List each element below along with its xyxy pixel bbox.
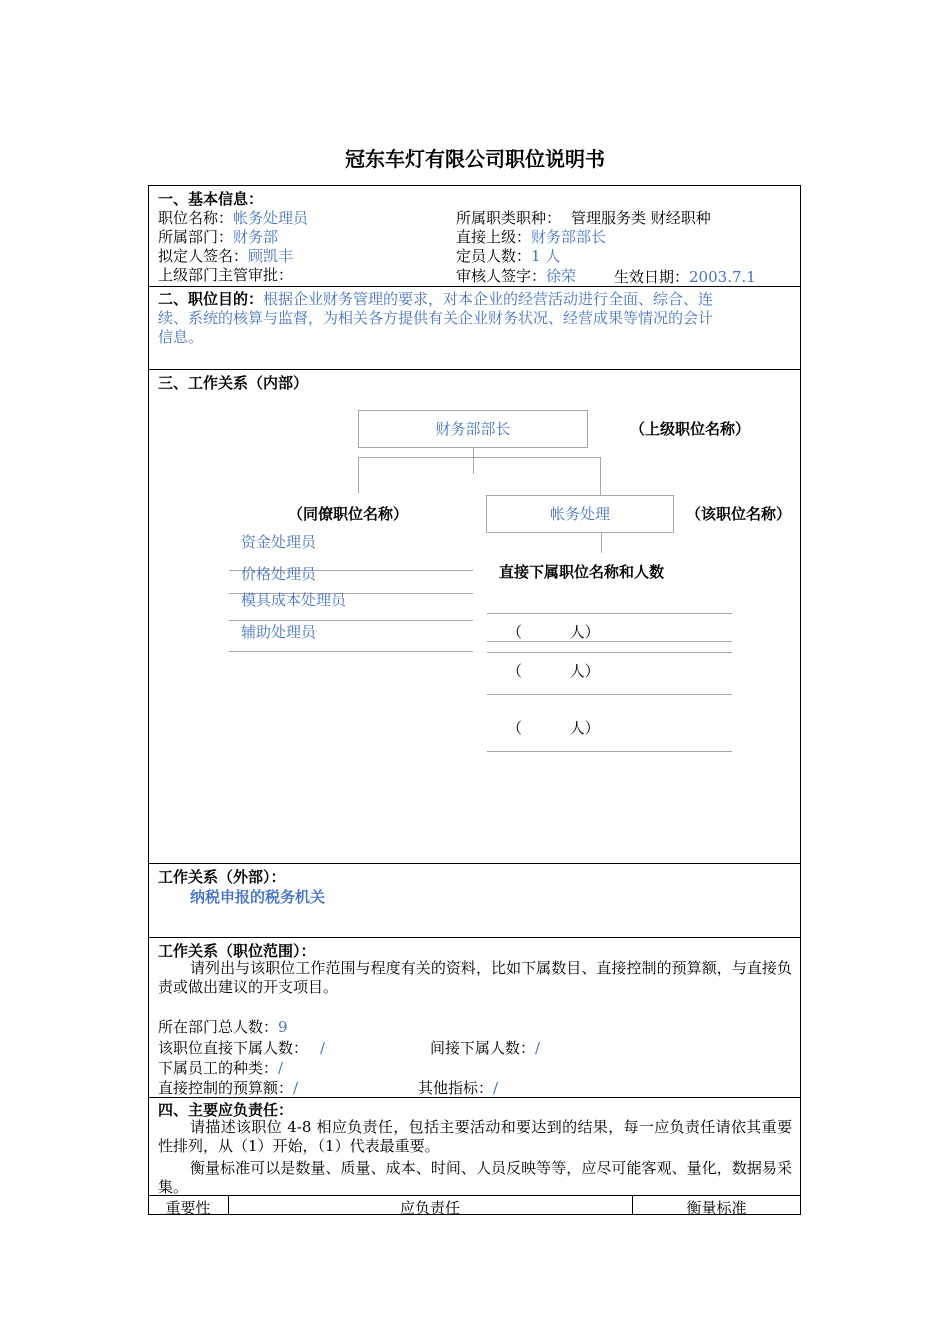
subordinate-line [487,652,732,653]
effective-row [614,266,756,287]
duties-paragraph-2: 衡量标准可以是数量、质量、成本、时间、人员反映等等，应尽可能客观、量化，数据易采集。 [158,1159,792,1196]
connector [358,457,600,458]
effective-label: 生效日期： [614,268,690,286]
peer-caption: （同僚职位名称） [288,505,409,523]
reviewer-label: 审核人签字： [456,267,547,285]
purpose-text-3: 信息。 [158,328,204,346]
purpose-text-2: 续、系统的核算与监督，为相关各方提供有关企业财务状况、经营成果等情况的会计 [158,309,714,327]
sub-types-label: 下属员工的种类： [158,1059,279,1077]
direct-sub-label: 该职位直接下属人数： [158,1039,309,1057]
budget-row [158,1077,298,1098]
subordinate-line [487,613,732,614]
self-position-box: 帐务处理 [486,495,674,533]
effective-value: 2003.7.1 [689,268,756,286]
peer-line [229,651,473,652]
duties-paragraph-1: 请描述该职位 4-8 相应负责任，包括主要活动和要达到的结果，每一应负责任请依其重要性排列，从（1）开始，（1）代表最重要。 [158,1118,792,1155]
other-row [418,1077,498,1098]
superior-label: 直接上级： [456,228,532,246]
dept-total-value: 9 [278,1018,288,1036]
headcount-value: 1 人 [531,247,561,265]
peer-item: 价格处理员 [241,565,317,583]
position-label: 职位名称： [158,209,234,227]
subordinate-row: （ 人） [507,719,600,737]
subordinate-row: （ 人） [507,662,600,680]
category-value: 管理服务类 财经职种 [571,209,711,227]
dept-total-label: 所在部门总人数： [158,1018,279,1036]
budget-value: / [293,1079,299,1097]
category-row [456,207,711,228]
divider [148,369,801,370]
superior-value: 财务部部长 [531,228,607,246]
superior-caption: （上级职位名称） [630,420,751,438]
connector [601,533,602,553]
sub-types-row [158,1057,283,1078]
peer-item: 资金处理员 [241,533,317,551]
connector [358,457,359,493]
superior-row [456,226,606,247]
drafter-row [158,245,293,266]
connector [600,457,601,495]
page-title: 冠东车灯有限公司职位说明书 [345,147,605,171]
indirect-sub-row [430,1037,540,1058]
scope-heading: 工作关系（职位范围）： [158,942,316,960]
reviewer-row [456,265,576,286]
indirect-sub-label: 间接下属人数： [430,1039,536,1057]
approver-label: 上级部门主管审批： [158,266,294,284]
subordinate-line [487,751,732,752]
peer-item: 模具成本处理员 [241,591,347,609]
drafter-value: 顾凯丰 [248,247,294,265]
other-value: / [493,1079,499,1097]
peer-item: 辅助处理员 [241,623,317,641]
reviewer-value: 徐荣 [546,267,577,285]
subordinate-row: （ 人） [507,623,600,641]
budget-label: 直接控制的预算额： [158,1079,294,1097]
dept-value: 财务部 [233,228,279,246]
dept-total-row [158,1016,288,1037]
drafter-label: 拟定人签名： [158,247,249,265]
scope-description: 请列出与该职位工作范围与程度有关的资料，比如下属数目、直接控制的预算额，与直接负责或做出建议的开支项目。 [158,959,792,996]
col-duty: 应负责任 [399,1199,460,1217]
direct-sub-value: / [320,1039,326,1057]
duties-heading: 四、主要应负责任： [158,1101,294,1119]
sub-types-value: / [278,1059,284,1077]
subordinate-heading: 直接下属职位名称和人数 [499,563,665,581]
basic-heading: 一、基本信息： [158,190,264,208]
subordinate-line [487,694,732,695]
direct-sub-row [158,1037,325,1058]
external-value: 纳税申报的税务机关 [190,888,326,906]
headcount-row [456,245,560,266]
superior-position-box: 财务部部长 [358,410,588,448]
divider [148,863,801,864]
indirect-sub-value: / [535,1039,541,1057]
col-measure: 衡量标准 [686,1199,747,1217]
external-heading: 工作关系（外部）： [158,868,286,886]
self-caption: （该职位名称） [686,505,792,523]
purpose-text-1: 根据企业财务管理的要求，对本企业的经营活动进行全面、综合、连 [263,290,714,308]
divider [148,937,801,938]
position-name-row [158,207,308,228]
headcount-label: 定员人数： [456,247,532,265]
col-importance: 重要性 [165,1199,211,1217]
internal-heading: 三、工作关系（内部） [158,374,309,392]
purpose-line-1 [158,288,713,309]
category-label: 所属职类职种： [456,209,562,227]
connector [473,448,474,474]
subordinate-line [487,641,732,642]
dept-label: 所属部门： [158,228,234,246]
dept-row [158,226,278,247]
other-label: 其他指标： [418,1079,494,1097]
purpose-heading: 二、职位目的： [158,290,264,308]
position-value: 帐务处理员 [233,209,309,227]
